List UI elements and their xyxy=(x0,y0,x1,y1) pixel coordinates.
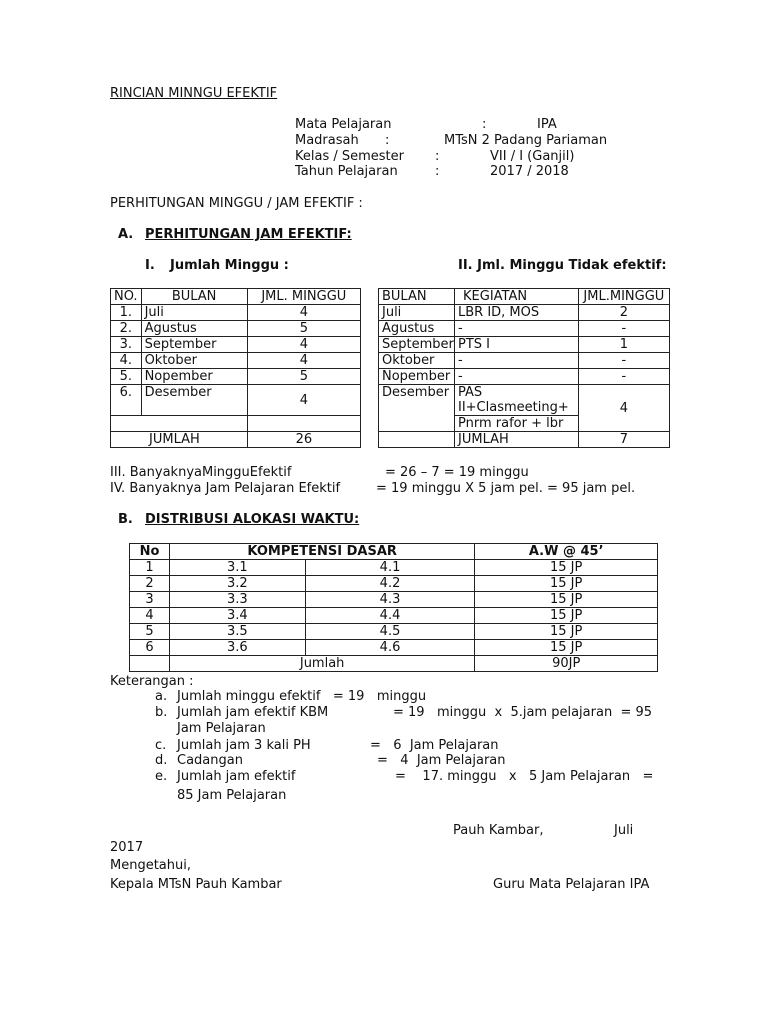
row-no: 5 xyxy=(130,624,170,640)
table-row xyxy=(130,640,658,656)
table-row xyxy=(379,305,670,321)
table-row xyxy=(379,337,670,353)
kelas-label: Kelas / Semester xyxy=(295,149,404,164)
row-kd3: 3.5 xyxy=(169,624,305,640)
row-bulan: September xyxy=(379,337,455,353)
row-jml: 4 xyxy=(247,337,360,353)
mapel-colon: : xyxy=(482,117,487,132)
madrasah-label: Madrasah xyxy=(295,133,359,148)
row-bulan: Juli xyxy=(141,305,247,321)
row-bulan: Desember xyxy=(379,385,455,432)
row-kd3: 3.4 xyxy=(169,608,305,624)
row-kd4: 4.5 xyxy=(305,624,475,640)
madrasah-colon: : xyxy=(385,133,390,148)
document-title: RINCIAN MINNGU EFEKTIF xyxy=(110,86,278,101)
section-b-letter: B. xyxy=(118,512,133,527)
guru-label: Guru Mata Pelajaran IPA xyxy=(493,877,650,892)
row-kegiatan: PTS I xyxy=(455,337,579,353)
table-row xyxy=(130,608,658,624)
keterangan-b-continued: Jam Pelajaran xyxy=(177,721,266,736)
row-jml: 5 xyxy=(247,321,360,337)
empty-cell xyxy=(379,432,455,448)
line-iii-label: III. BanyaknyaMingguEfektif xyxy=(110,465,292,480)
row-no: 2. xyxy=(111,321,142,337)
table-row xyxy=(111,369,361,385)
perhitungan-heading: PERHITUNGAN MINGGU / JAM EFEKTIF : xyxy=(110,196,363,211)
row-kd4: 4.2 xyxy=(305,576,475,592)
header-jml-minggu: JML. MINGGU xyxy=(247,289,360,305)
row-jml: 5 xyxy=(247,369,360,385)
row-kd4: 4.1 xyxy=(305,560,475,576)
keterangan-a-letter: a. xyxy=(155,689,168,704)
table-row xyxy=(111,321,361,337)
row-kd4: 4.6 xyxy=(305,640,475,656)
header-bulan: BULAN xyxy=(141,289,247,305)
keterangan-e-letter: e. xyxy=(155,769,168,784)
row-jml: 1 xyxy=(578,337,669,353)
row-aw: 15 JP xyxy=(475,624,658,640)
row-bulan: Juli xyxy=(379,305,455,321)
table-row xyxy=(379,353,670,369)
kelas-value: VII / I (Ganjil) xyxy=(490,149,575,164)
table-row xyxy=(130,560,658,576)
row-jml: 2 xyxy=(578,305,669,321)
table-jumlah-minggu xyxy=(110,288,361,448)
row-bulan: Agustus xyxy=(141,321,247,337)
signature-month: Juli xyxy=(614,823,634,838)
row-aw: 15 JP xyxy=(475,608,658,624)
table-row xyxy=(130,592,658,608)
row-kegiatan: - xyxy=(455,321,579,337)
row-bulan: Oktober xyxy=(379,353,455,369)
table-row xyxy=(111,385,361,416)
kegiatan-line-1: PAS xyxy=(458,385,483,400)
keterangan-b-value: = 19 minggu x 5.jam pelajaran = 95 xyxy=(393,705,653,720)
table-total-row xyxy=(379,432,670,448)
row-no: 6. xyxy=(111,385,142,416)
keterangan-e-continued: 85 Jam Pelajaran xyxy=(177,788,287,803)
tahun-label: Tahun Pelajaran xyxy=(295,164,398,179)
header-no: No xyxy=(130,544,170,560)
total-label: Jumlah xyxy=(169,656,474,672)
row-bulan: Nopember xyxy=(379,369,455,385)
row-kegiatan: - xyxy=(455,369,579,385)
tahun-value: 2017 / 2018 xyxy=(490,164,569,179)
table-row xyxy=(379,369,670,385)
row-bulan: Nopember xyxy=(141,369,247,385)
keterangan-b-label: Jumlah jam efektif KBM xyxy=(177,705,329,720)
keterangan-e-value: = 17. minggu x 5 Jam Pelajaran = xyxy=(395,769,654,784)
table-header-row xyxy=(379,289,670,305)
row-jml: 4 xyxy=(247,305,360,321)
row-kegiatan-continued: Pnrm rafor + lbr xyxy=(455,416,579,432)
row-no: 3. xyxy=(111,337,142,353)
table-row xyxy=(379,321,670,337)
row-bulan: Oktober xyxy=(141,353,247,369)
signature-place: Pauh Kambar, xyxy=(453,823,544,838)
table-minggu-tidak-efektif xyxy=(378,288,670,448)
table-row xyxy=(130,576,658,592)
total-value: 90JP xyxy=(475,656,658,672)
keterangan-c-label: Jumlah jam 3 kali PH xyxy=(177,738,311,753)
signature-year: 2017 xyxy=(110,840,144,855)
row-bulan: September xyxy=(141,337,247,353)
section-b-title: DISTRIBUSI ALOKASI WAKTU: xyxy=(145,512,360,527)
row-jml: 4 xyxy=(247,353,360,369)
row-aw: 15 JP xyxy=(475,560,658,576)
section-a-title: PERHITUNGAN JAM EFEKTIF: xyxy=(145,227,352,242)
row-jml: 4 xyxy=(578,385,669,432)
header-kompetensi-dasar: KOMPETENSI DASAR xyxy=(169,544,474,560)
keterangan-b-letter: b. xyxy=(155,705,168,720)
header-kegiatan: KEGIATAN xyxy=(455,289,579,305)
row-no: 3 xyxy=(130,592,170,608)
madrasah-value: MTsN 2 Padang Pariaman xyxy=(444,133,608,148)
table-spacer-row xyxy=(111,416,361,432)
empty-cell xyxy=(247,416,360,432)
total-value: 26 xyxy=(247,432,360,448)
section-a-letter: A. xyxy=(118,227,134,242)
row-bulan: Agustus xyxy=(379,321,455,337)
table-row xyxy=(111,353,361,369)
header-bulan: BULAN xyxy=(379,289,455,305)
header-aw: A.W @ 45’ xyxy=(475,544,658,560)
row-no: 5. xyxy=(111,369,142,385)
empty-cell xyxy=(130,656,170,672)
row-no: 4 xyxy=(130,608,170,624)
row-kd3: 3.6 xyxy=(169,640,305,656)
row-kegiatan xyxy=(455,385,579,416)
total-label: JUMLAH xyxy=(111,432,248,448)
total-label: JUMLAH xyxy=(455,432,579,448)
row-bulan: Desember xyxy=(141,385,247,416)
keterangan-label: Keterangan : xyxy=(110,674,194,689)
row-jml: 4 xyxy=(247,385,360,416)
table-row xyxy=(111,337,361,353)
line-iv-value: = 19 minggu X 5 jam pel. = 95 jam pel. xyxy=(376,481,636,496)
keterangan-d-value: = 4 Jam Pelajaran xyxy=(377,753,506,768)
row-kd4: 4.3 xyxy=(305,592,475,608)
table-header-row xyxy=(130,544,658,560)
tahun-colon: : xyxy=(435,164,440,179)
row-jml: - xyxy=(578,353,669,369)
kepala-label: Kepala MTsN Pauh Kambar xyxy=(110,877,282,892)
row-no: 1 xyxy=(130,560,170,576)
keterangan-d-letter: d. xyxy=(155,753,168,768)
sub-ii-title: II. Jml. Minggu Tidak efektif: xyxy=(458,258,667,273)
mengetahui-label: Mengetahui, xyxy=(110,858,191,873)
row-kd3: 3.1 xyxy=(169,560,305,576)
line-iii-value: = 26 – 7 = 19 minggu xyxy=(385,465,529,480)
row-no: 4. xyxy=(111,353,142,369)
row-kd3: 3.2 xyxy=(169,576,305,592)
kegiatan-line-2: II+Clasmeeting+ xyxy=(458,400,569,415)
keterangan-d-label: Cadangan xyxy=(177,753,243,768)
row-no: 2 xyxy=(130,576,170,592)
keterangan-c-letter: c. xyxy=(155,738,167,753)
table-alokasi-waktu xyxy=(129,543,658,672)
row-kd3: 3.3 xyxy=(169,592,305,608)
line-iv-label: IV. Banyaknya Jam Pelajaran Efektif xyxy=(110,481,341,496)
table-header-row xyxy=(111,289,361,305)
row-kd4: 4.4 xyxy=(305,608,475,624)
row-no: 1. xyxy=(111,305,142,321)
table-total-row xyxy=(111,432,361,448)
row-jml: - xyxy=(578,321,669,337)
table-row xyxy=(111,305,361,321)
header-no: NO. xyxy=(111,289,142,305)
table-row xyxy=(379,385,670,416)
keterangan-c-value: = 6 Jam Pelajaran xyxy=(370,738,499,753)
total-value: 7 xyxy=(578,432,669,448)
mapel-value: IPA xyxy=(537,117,557,132)
row-no: 6 xyxy=(130,640,170,656)
sub-i-num: I. xyxy=(145,258,155,273)
row-aw: 15 JP xyxy=(475,640,658,656)
table-row xyxy=(130,624,658,640)
header-jml-minggu: JML.MINGGU xyxy=(578,289,669,305)
row-kegiatan: LBR ID, MOS xyxy=(455,305,579,321)
kelas-colon: : xyxy=(435,149,440,164)
row-aw: 15 JP xyxy=(475,592,658,608)
row-aw: 15 JP xyxy=(475,576,658,592)
empty-cell xyxy=(111,416,248,432)
row-jml: - xyxy=(578,369,669,385)
keterangan-a-text: Jumlah minggu efektif = 19 minggu xyxy=(177,689,427,704)
keterangan-e-label: Jumlah jam efektif xyxy=(177,769,296,784)
sub-i-title: Jumlah Minggu : xyxy=(170,258,289,273)
row-kegiatan: - xyxy=(455,353,579,369)
table-total-row xyxy=(130,656,658,672)
mapel-label: Mata Pelajaran xyxy=(295,117,392,132)
